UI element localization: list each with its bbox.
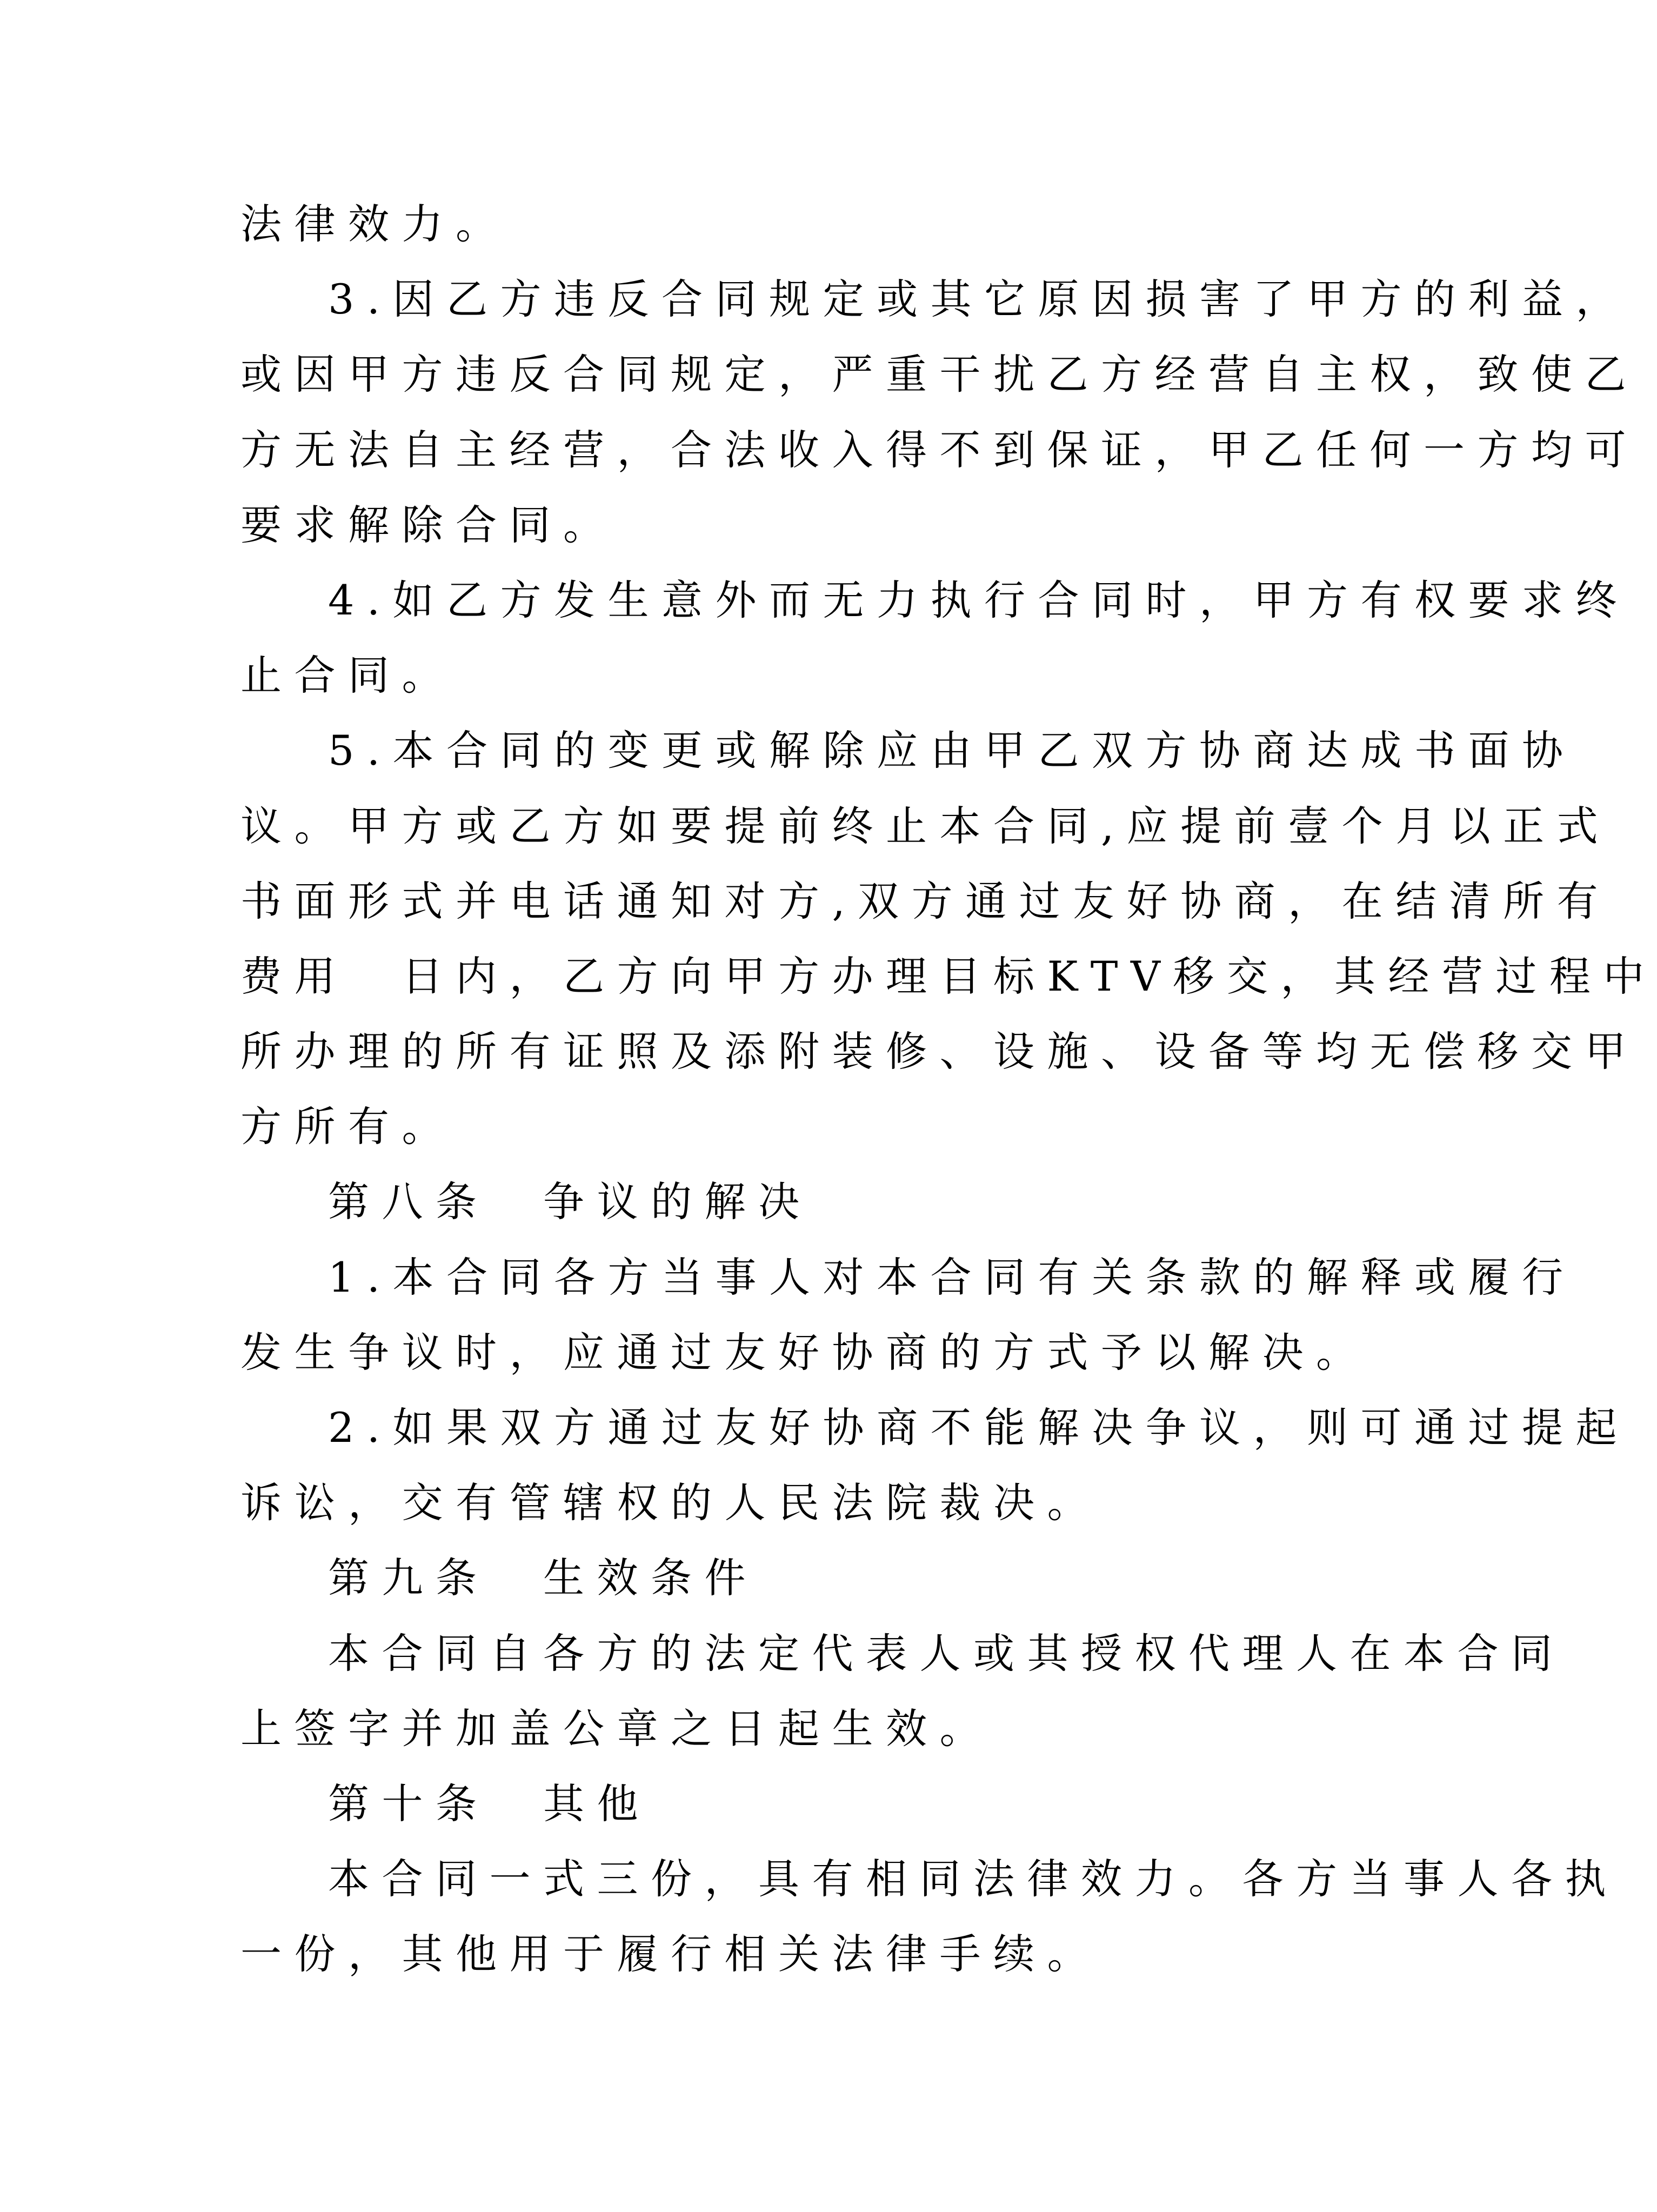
article-10-heading: 第十条 其他 (328, 1779, 651, 1828)
text-line: 方所有。 (240, 1102, 456, 1151)
article-9-text: 本合同自各方的法定代表人或其授权代理人在本合同 (328, 1629, 1565, 1678)
text-line: 发生争议时，应通过友好协商的方式予以解决。 (240, 1328, 1370, 1376)
text-line: 方无法自主经营，合法收入得不到保证，甲乙任何一方均可 (240, 425, 1639, 474)
article-10-text: 本合同一式三份，具有相同法律效力。各方当事人各执 (328, 1855, 1619, 1903)
document-body (240, 186, 1657, 1992)
text-line: 止合同。 (240, 651, 456, 700)
article-8-clause-2: 2.如果双方通过友好协商不能解决争议，则可通过提起 (328, 1404, 1630, 1452)
article-8-clause-1: 1.本合同各方当事人对本合同有关条款的解释或履行 (328, 1253, 1576, 1301)
text-line: 费用 日内，乙方向甲方办理目标KTV移交，其经营过程中 (240, 952, 1657, 1000)
text-line: 法律效力。 (240, 200, 510, 248)
text-line: 书面形式并电话通知对方,双方通过友好协商，在结清所有 (240, 877, 1611, 925)
text-line: 或因甲方违反合同规定，严重干扰乙方经营自主权，致使乙 (240, 350, 1639, 399)
text-line: 诉讼，交有管辖权的人民法院裁决。 (240, 1479, 1101, 1527)
clause-3-text: 3.因乙方违反合同规定或其它原因损害了甲方的利益， (328, 275, 1630, 324)
text-line: 一份，其他用于履行相关法律手续。 (240, 1930, 1101, 1979)
text-line: 上签字并加盖公章之日起生效。 (240, 1704, 993, 1753)
text-line: 要求解除合同。 (240, 500, 617, 549)
text-line: 议。甲方或乙方如要提前终止本合同,应提前壹个月以正式 (240, 801, 1611, 850)
article-8-heading: 第八条 争议的解决 (328, 1178, 812, 1226)
text-line: 所办理的所有证照及添附装修、设施、设备等均无偿移交甲 (240, 1027, 1639, 1076)
clause-4-text: 4.如乙方发生意外而无力执行合同时，甲方有权要求终 (328, 576, 1630, 624)
clause-5-text: 5.本合同的变更或解除应由甲乙双方协商达成书面协 (328, 726, 1576, 775)
article-9-heading: 第九条 生效条件 (328, 1554, 758, 1602)
